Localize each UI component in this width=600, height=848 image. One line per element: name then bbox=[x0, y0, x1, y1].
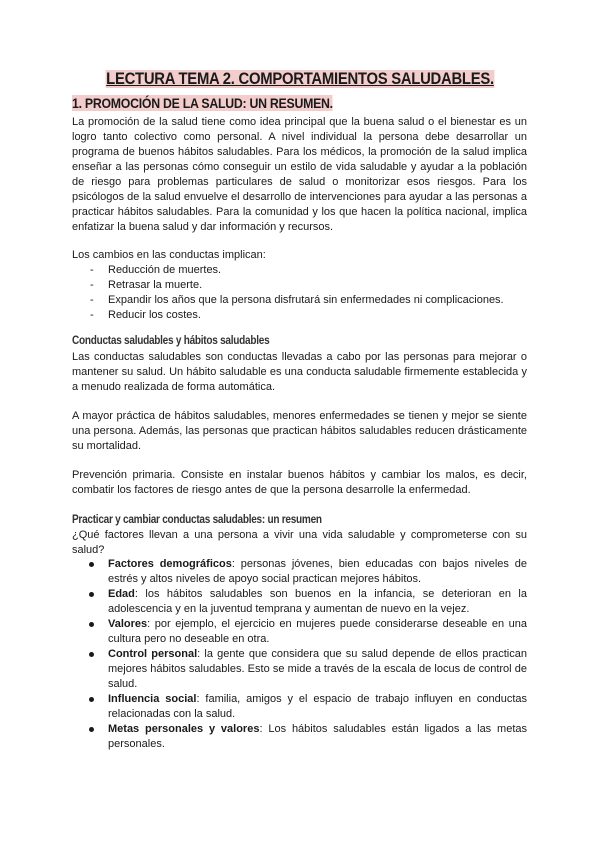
list-item: - Reducción de muertes. bbox=[90, 264, 222, 276]
section2-paragraph-3: Prevención primaria. Consiste en instalar buenos hábitos y cambiar los malos, es decir, combatir los factores de riesgo antes de que la persona desarrolle la enfermedad. bbox=[72, 469, 527, 496]
section1-heading: 1. PROMOCIÓN DE LA SALUD: UN RESUMEN. bbox=[72, 95, 333, 111]
section2-paragraph-2: A mayor práctica de hábitos saludables, menores enfermedades se tienen y mejor se siente una persona. Además, las personas que practican hábitos saludables reducen drásticamente su mortalidad. bbox=[72, 410, 527, 452]
bullet-icon bbox=[89, 652, 94, 657]
section3-heading: Practicar y cambiar conductas saludables: un resumen bbox=[72, 512, 322, 526]
section2-heading: Conductas saludables y hábitos saludables bbox=[72, 333, 270, 347]
list-item: Influencia social: familia, amigos y el espacio de trabajo influyen en conductas relacionadas con la salud. bbox=[72, 692, 527, 722]
list-item: Control personal: la gente que considera que su salud depende de ellos practican mejores hábitos saludables. Esto se mide a través de la escala de locus de control de salud. bbox=[72, 647, 527, 692]
bullet-icon bbox=[89, 622, 94, 627]
list-item: - Retrasar la muerte. bbox=[90, 279, 203, 291]
bullet-icon bbox=[89, 727, 94, 732]
changes-list bbox=[72, 263, 527, 323]
list-item: Metas personales y valores: Los hábitos saludables están ligados a las metas personales. bbox=[72, 722, 527, 752]
document-title: LECTURA TEMA 2. COMPORTAMIENTOS SALUDABLES. bbox=[106, 70, 494, 88]
changes-intro: Los cambios en las conductas implican: bbox=[72, 249, 266, 261]
section2-paragraph-1: Las conductas saludables son conductas llevadas a cabo por las personas para mejorar o mantener su salud. Un hábito saludable es una conducta saludable firmemente establecida y a menudo realizada de forma automática. bbox=[72, 351, 527, 393]
section3-intro: ¿Qué factores llevan a una persona a vivir una vida saludable y comprometerse con su salud? bbox=[72, 529, 527, 556]
list-item: Factores demográficos: personas jóvenes, bien educadas con bajos niveles de estrés y altos niveles de apoyo social practican mejores hábitos. bbox=[72, 557, 527, 587]
list-item: - Reducir los costes. bbox=[90, 309, 201, 321]
bullet-icon bbox=[89, 562, 94, 567]
list-item: - Expandir los años que la persona disfrutará sin enfermedades ni complicaciones. bbox=[90, 294, 504, 306]
list-item: Valores: por ejemplo, el ejercicio en mujeres puede considerarse deseable en una cultura pero no deseable en otra. bbox=[72, 617, 527, 647]
section1-paragraph: La promoción de la salud tiene como idea principal que la buena salud o el bienestar es un logro tanto colectivo como personal. A nivel individual la persona debe desarrollar un programa de buenos hábitos saludables. Para los médicos, la promoción de la salud implica enseñar a las personas cómo conseguir un estilo de vida saludable y ayudar a la población de riesgo para problemas particulares de salud o monitorizar esos riesgos. Para los psicólogos de la salud envuelve el desarrollo de intervenciones para ayudar a las personas a practicar hábitos saludables. Para la comunidad y los que hacen la política nacional, implica enfatizar la buena salud y dar información y recursos. bbox=[72, 116, 527, 233]
factors-list bbox=[72, 557, 527, 752]
bullet-icon bbox=[89, 697, 94, 702]
list-item: Edad: los hábitos saludables son buenos en la infancia, se deterioran en la adolescencia y en la juventud temprana y aumentan de nuevo en la vejez. bbox=[72, 587, 527, 617]
bullet-icon bbox=[89, 592, 94, 597]
